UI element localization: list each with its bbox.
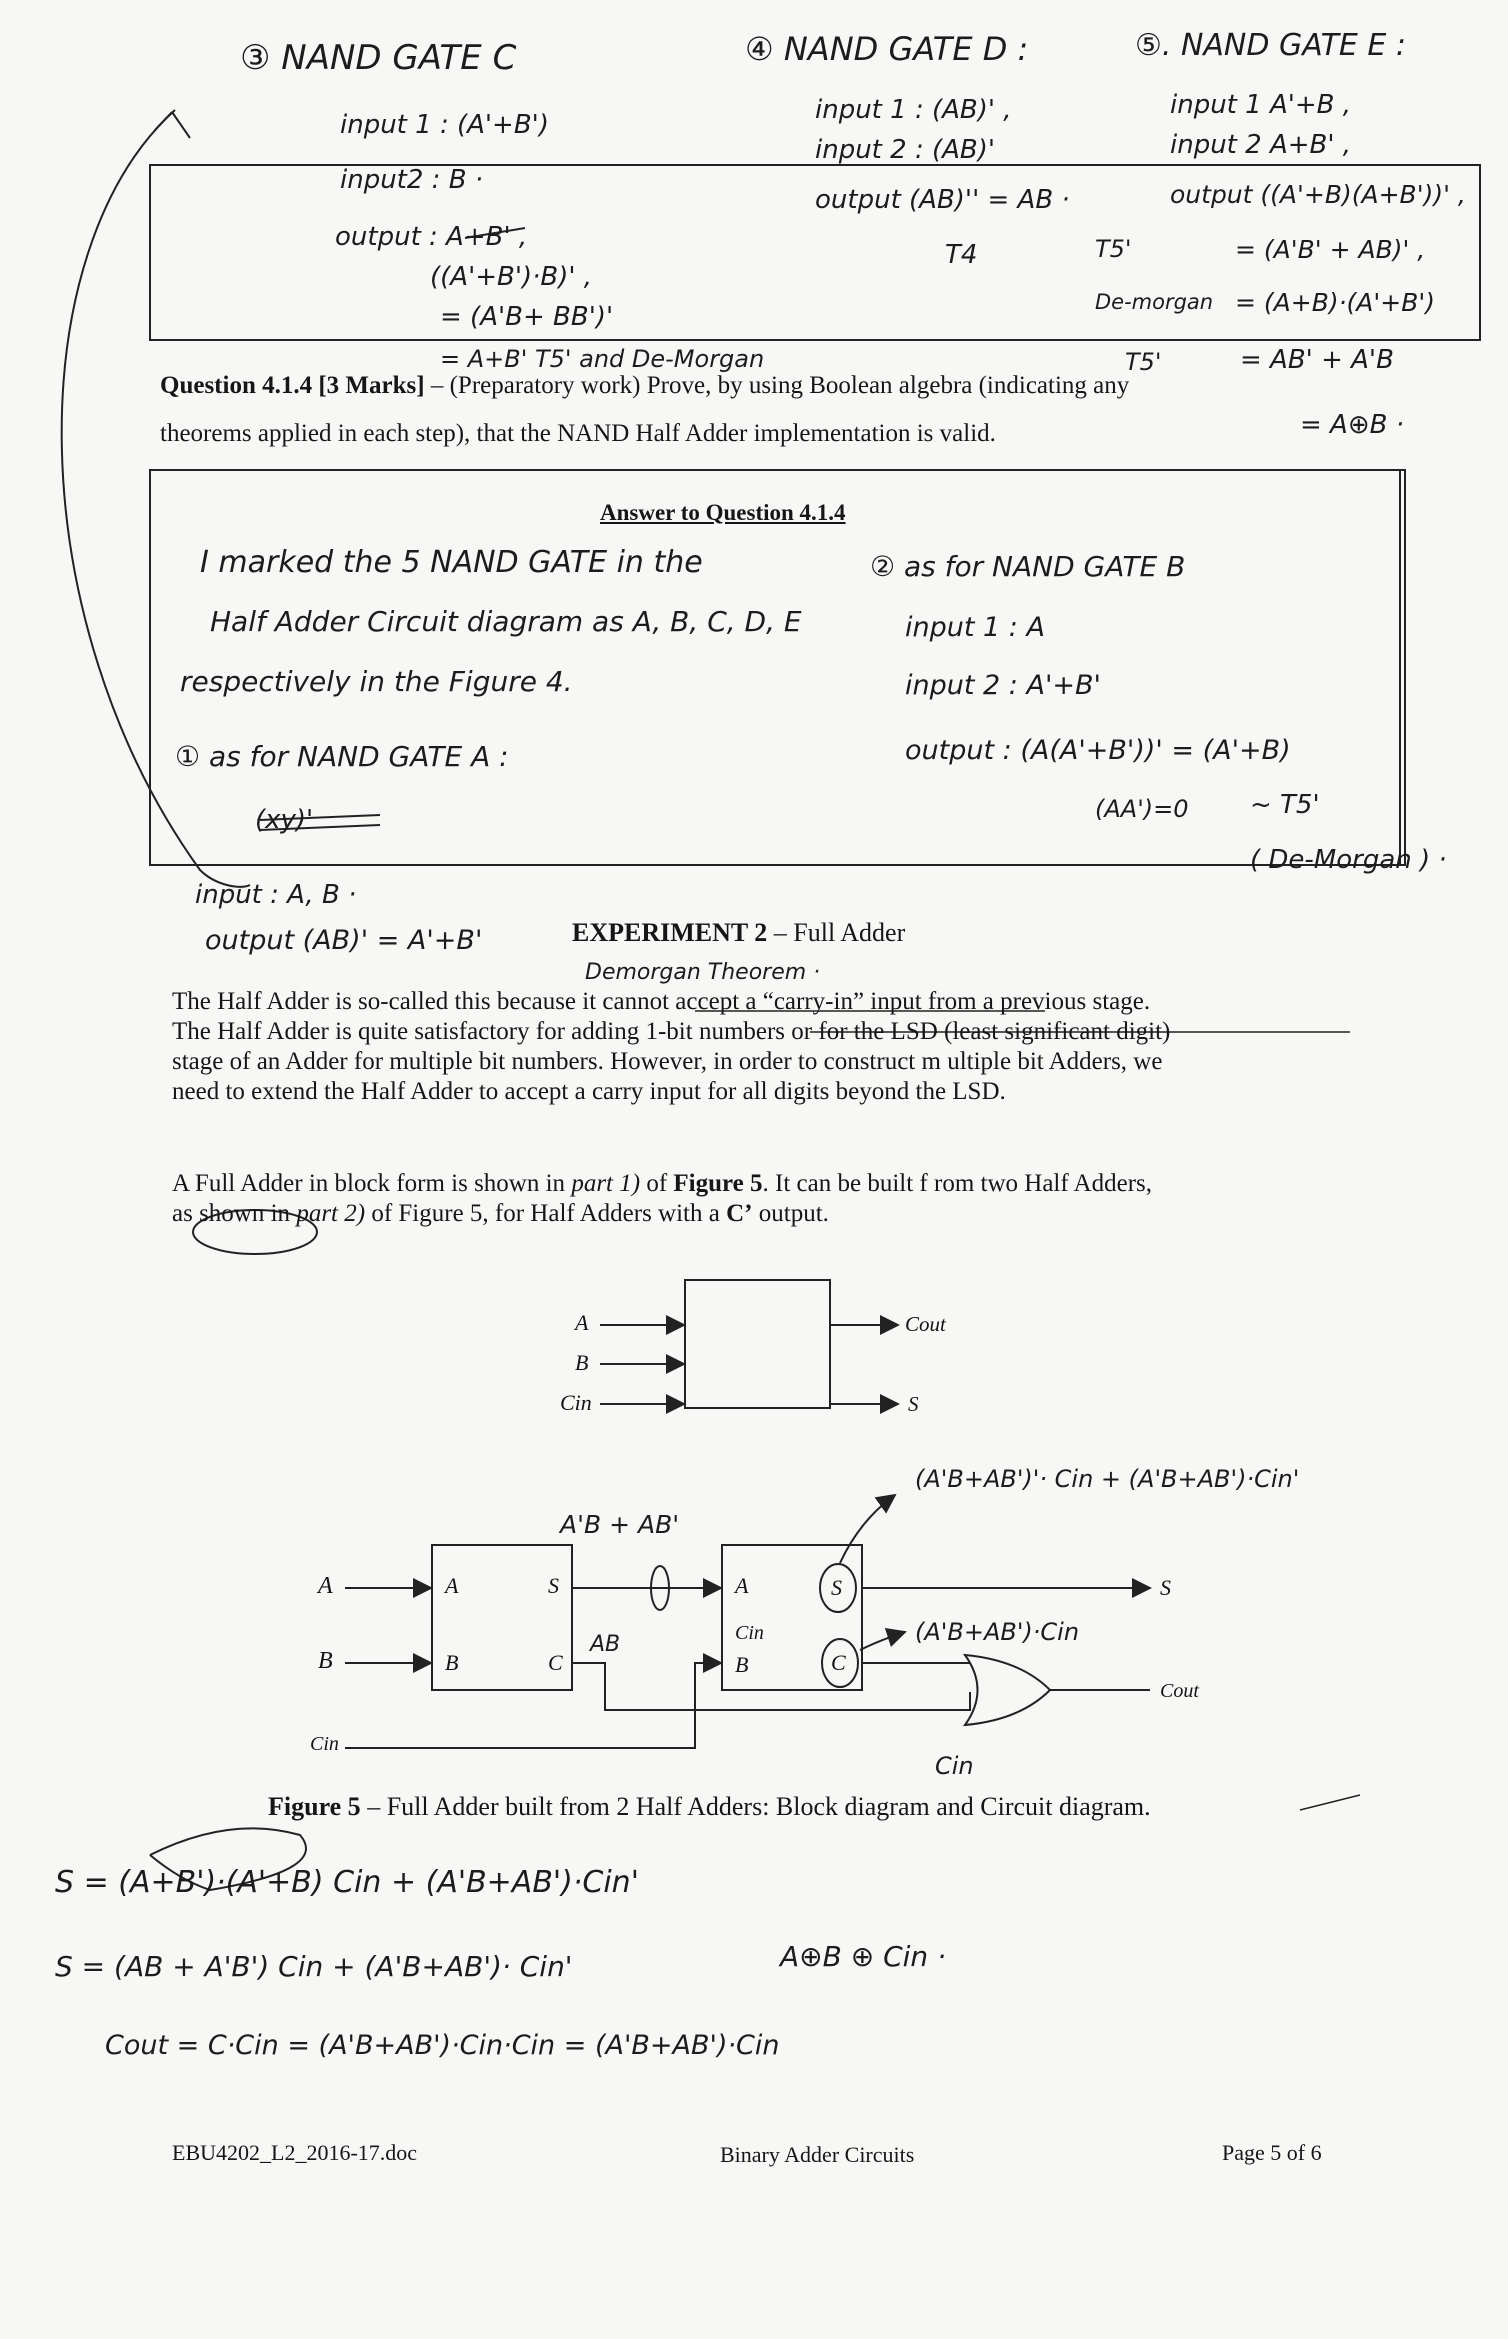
question-id: Question 4.1.4 [160, 372, 313, 399]
para2-c: C’ [726, 1200, 753, 1227]
gate-e-line3: = AB' + A'B [1240, 345, 1394, 375]
gate-c-line3: = A+B' T5' and De-Morgan [440, 345, 765, 373]
gate-e-input1: input 1 A'+B , [1170, 90, 1352, 120]
question-text-2: theorems applied in each step), that the NAND Half Adder implementation is valid. [160, 420, 996, 447]
ha1-b: B [445, 1650, 459, 1675]
answer-line-1: I marked the 5 NAND GATE in the [200, 545, 703, 580]
block-out-cout: Cout [905, 1312, 946, 1336]
gate-b-output: output : (A(A'+B'))' = (A'+B) [905, 735, 1291, 766]
gate-e-t5a: T5' [1095, 235, 1132, 263]
para1-line3: stage of an Adder for multiple bit numbers. However, in order to construct m ultiple bit Adders, we [172, 1048, 1163, 1075]
gate-e-t5b: T5' [1125, 348, 1162, 376]
gate-e-line2: = (A+B)·(A'+B') [1235, 288, 1435, 317]
para2-line2 [172, 1200, 829, 1228]
gate-b-sub: (AA')=0 [1095, 795, 1189, 823]
or-gate [965, 1655, 1050, 1725]
answer-line-2: Half Adder Circuit diagram as A, B, C, D, E [210, 605, 802, 638]
gate-e-line4: = A⊕B · [1300, 410, 1404, 440]
experiment-subtitle: – Full Adder [767, 918, 906, 947]
para2-l1a: A Full Adder in block form is shown in [172, 1170, 572, 1197]
answer-title: Answer to Question 4.1.4 [600, 500, 846, 525]
answer-crossed: (xy)' [255, 805, 314, 835]
gate-c-heading: ③ NAND GATE C [240, 38, 517, 78]
footer-filename: EBU4202_L2_2016-17.doc [172, 2140, 418, 2165]
gate-b-input2: input 2 : A'+B' [905, 670, 1101, 701]
annotation-ab: AB [590, 1632, 621, 1657]
gate-b-demorgan: ( De-Morgan ) · [1250, 845, 1447, 875]
gate-e-input2: input 2 A+B' , [1170, 130, 1352, 160]
gate-b-input1: input 1 : A [905, 612, 1045, 643]
para2-part2: part 2) [296, 1200, 366, 1227]
para1-line1: The Half Adder is so-called this because it cannot accept a “carry-in” input from a previous stage. [172, 988, 1151, 1015]
figure-label: Figure 5 [268, 1792, 361, 1821]
gate-d-input2: input 2 : (AB)' [815, 135, 996, 165]
para2-part1: part 1) [571, 1170, 641, 1197]
para2-of: of [640, 1170, 674, 1197]
ha2-b: B [735, 1652, 749, 1677]
bottom-s2: S = (AB + A'B') Cin + (A'B+AB')· Cin' [55, 1950, 573, 1983]
para2-l2b: of Figure 5, for Half Adders with a [365, 1200, 727, 1227]
footer-center: Binary Adder Circuits [720, 2142, 915, 2167]
para2-line1 [172, 1170, 1152, 1198]
gate-c-line1: ((A'+B')·B)' , [430, 262, 593, 292]
experiment-title: EXPERIMENT 2 [572, 918, 768, 947]
ha2-s: S [831, 1575, 842, 1600]
bottom-cout: Cout = C·Cin = (A'B+AB')·Cin·Cin = (A'B+AB')·Cin [105, 2030, 780, 2061]
block-in-cin: Cin [560, 1390, 592, 1415]
question-text-1: – (Preparatory work) Prove, by using Boolean algebra (indicating any [424, 372, 1130, 399]
gate-d-output: output (AB)'' = AB · [815, 185, 1070, 215]
bottom-s1: S = (A+B')·(A'+B) Cin + (A'B+AB')·Cin' [55, 1865, 639, 1900]
ha1-c: C [548, 1650, 563, 1675]
full-adder-block [685, 1280, 830, 1408]
gate-e-heading: ⑤. NAND GATE E : [1135, 28, 1407, 63]
gate-a-demorgan: Demorgan Theorem · [585, 960, 821, 985]
para2-l1b: . It can be built f rom two Half Adders, [762, 1170, 1153, 1197]
gate-c-input2: input2 : B · [340, 165, 484, 195]
para2-l2a: as shown in [172, 1200, 297, 1227]
gate-b-t5: ~ T5' [1250, 790, 1320, 820]
ha2-a: A [735, 1573, 749, 1598]
bottom-s2-xor: A⊕B ⊕ Cin · [780, 1940, 946, 1973]
ha1-s: S [548, 1573, 559, 1598]
ha2-cin: Cin [735, 1622, 764, 1644]
block-out-s: S [908, 1392, 919, 1416]
figure-caption [268, 1792, 1151, 1822]
para2-l2c: output. [752, 1200, 829, 1227]
circuit-in-b: B [318, 1648, 333, 1674]
block-in-b: B [575, 1350, 589, 1375]
gate-b-heading: ② as for NAND GATE B [870, 550, 1186, 583]
answer-line-3: respectively in the Figure 4. [180, 665, 573, 698]
annotation-mid-expr: A'B + AB' [560, 1510, 680, 1539]
gate-d-t4: T4 [945, 240, 978, 270]
gate-e-line1: = (A'B' + AB)' , [1235, 235, 1426, 264]
question-line-1 [160, 372, 1129, 400]
annotation-top-expr: (A'B+AB')'· Cin + (A'B+AB')·Cin' [915, 1465, 1300, 1493]
circuit-out-cout: Cout [1160, 1680, 1199, 1702]
para1-line2: The Half Adder is quite satisfactory for adding 1-bit numbers or for the LSD (least significant digit) [172, 1018, 1171, 1045]
question-marks: [3 Marks] [318, 372, 425, 399]
figure-caption-text: – Full Adder built from 2 Half Adders: Block diagram and Circuit diagram. [360, 1792, 1151, 1821]
gate-d-heading: ④ NAND GATE D : [745, 30, 1029, 68]
gate-e-demorgan: De-morgan [1095, 290, 1214, 314]
annotation-cin: Cin [935, 1752, 974, 1780]
para2-figure: Figure 5 [673, 1170, 763, 1197]
answer-line-4: ① as for NAND GATE A : [175, 740, 509, 773]
para1-line4: need to extend the Half Adder to accept a carry input for all digits beyond the LSD. [172, 1078, 1006, 1105]
gate-c-output: output : A+B' , [335, 222, 528, 252]
gate-d-input1: input 1 : (AB)' , [815, 95, 1012, 125]
gate-e-output: output ((A'+B)(A+B'))' , [1170, 180, 1466, 209]
ha2-c: C [831, 1650, 846, 1675]
gate-a-input: input : A, B · [195, 880, 357, 910]
experiment-heading [572, 918, 905, 948]
annotation-c-expr: (A'B+AB')·Cin [915, 1618, 1080, 1646]
circuit-in-cin: Cin [310, 1733, 339, 1755]
gate-c-line2: = (A'B+ BB')' [440, 302, 614, 332]
circuit-out-s: S [1160, 1575, 1171, 1600]
gate-a-output: output (AB)' = A'+B' [205, 925, 483, 956]
gate-c-input1: input 1 : (A'+B') [340, 110, 549, 140]
ha1-a: A [445, 1573, 459, 1598]
block-in-a: A [575, 1310, 589, 1335]
circuit-in-a: A [318, 1573, 333, 1599]
footer-page: Page 5 of 6 [1222, 2140, 1322, 2165]
